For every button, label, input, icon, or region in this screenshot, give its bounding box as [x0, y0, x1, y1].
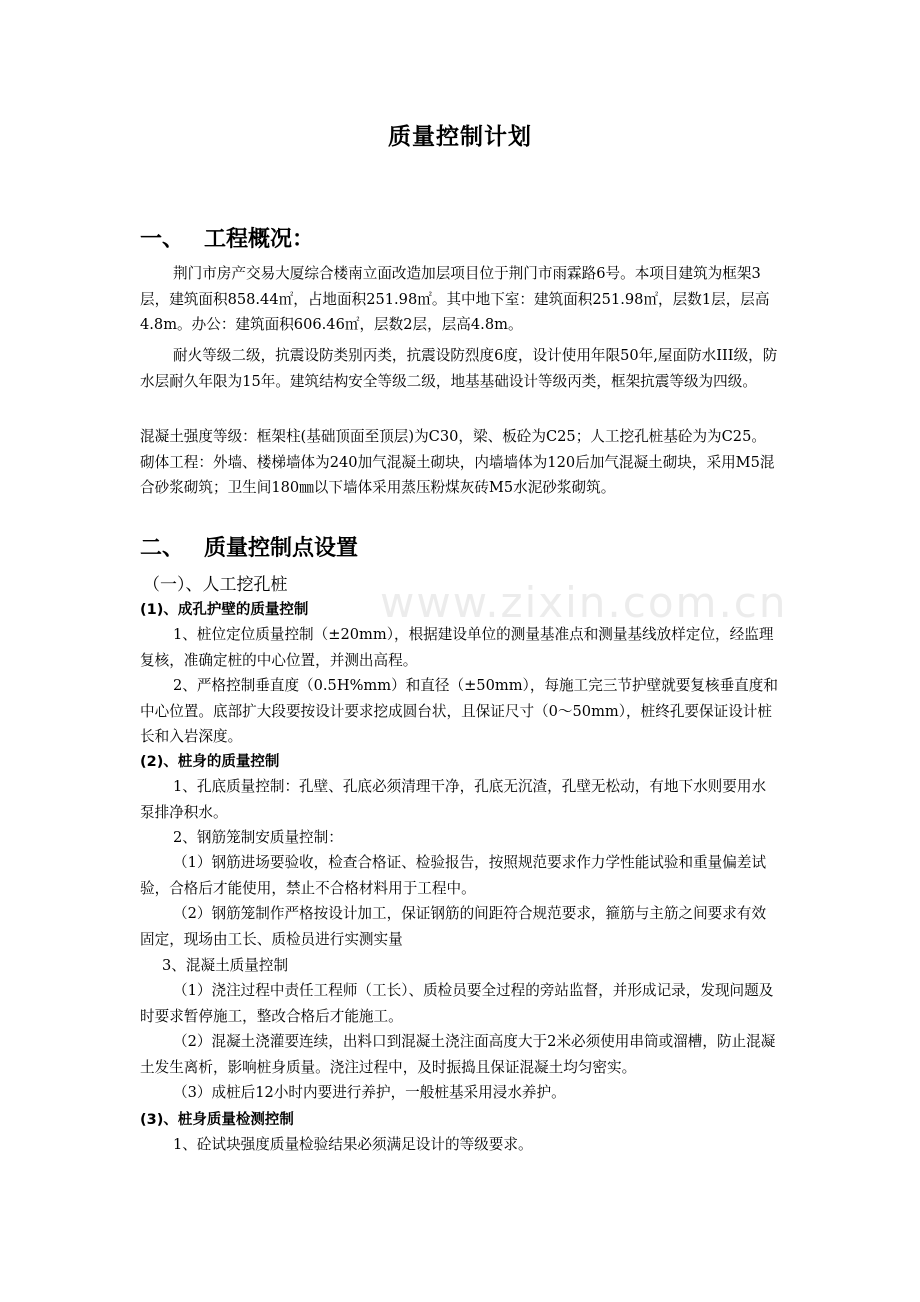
document-title: 质量控制计划 — [388, 124, 532, 150]
watermark: www.zixin.com.cn — [380, 578, 788, 627]
paragraph-pouring-supervision: （1）浇注过程中责任工程师（工长）、质检员要全过程的旁站监督，并形成记录，发现问题及时要求暂停施工，整改合格后才能施工。 — [140, 982, 774, 1025]
paragraph-curing: （3）成桩后12小时内要进行养护，一般桩基采用浸水养护。 — [173, 1084, 566, 1101]
section-1-title: 工程概况： — [204, 227, 315, 252]
paragraph-test-block: 1、砼试块强度质量检验结果必须满足设计的等级要求。 — [173, 1136, 533, 1153]
heading-pile-testing: (3)、桩身质量检测控制 — [140, 1112, 294, 1128]
paragraph-overview-2: 耐火等级二级，抗震设防类别丙类，抗震设防烈度6度，设计使用年限50年,屋面防水III级，防水层耐久年限为15年。建筑结构安全等级二级，地基基础设计等级丙类，框架抗震等级为四级。 — [140, 347, 778, 390]
section-1-heading — [140, 222, 314, 253]
paragraph-overview-3: 混凝土强度等级：框架柱(基础顶面至顶层)为C30，梁、板砼为C25；人工挖孔桩基砼为为C25。砌体工程：外墙、楼梯墙体为240加气混凝土砌块，内墙墙体为120后加气混凝土砌块，采用M5混合砂浆砌筑；卫生间180㎜以下墙体采用蒸压粉煤灰砖M5水泥砂浆砌筑。 — [140, 428, 775, 496]
paragraph-verticality: 2、严格控制垂直度（0.5H%mm）和直径（±50mm），每施工完三节护壁就要复核垂直度和中心位置。底部扩大段要按设计要求挖成圆台状，且保证尺寸（0～50mm），桩终孔要保证设计桩长和入岩深度。 — [140, 677, 778, 745]
section-1-number: 一、 — [140, 227, 185, 252]
paragraph-rebar-fabrication: （2）钢筋笼制作严格按设计加工，保证钢筋的间距符合规范要求，箍筋与主筋之间要求有效固定，现场由工长、质检员进行实测实量 — [140, 905, 767, 948]
heading-pile-body-control: (2)、桩身的质量控制 — [140, 754, 280, 770]
subsection-dug-pile: （一）、人工挖孔桩 — [143, 575, 288, 595]
section-2-number: 二、 — [140, 536, 185, 561]
section-2-title: 质量控制点设置 — [204, 536, 359, 561]
paragraph-rebar-cage: 2、钢筋笼制安质量控制： — [173, 829, 343, 846]
paragraph-hole-bottom: 1、孔底质量控制：孔壁、孔底必须清理干净，孔底无沉渣，孔壁无松动，有地下水则要用水泵排净积水。 — [140, 778, 767, 821]
paragraph-pile-positioning: 1、桩位定位质量控制（±20mm），根据建设单位的测量基准点和测量基线放样定位，经监理复核，准确定桩的中心位置，并测出高程。 — [140, 626, 774, 669]
paragraph-concrete-quality: 3、混凝土质量控制 — [162, 957, 289, 974]
paragraph-overview-1: 荆门市房产交易大厦综合楼南立面改造加层项目位于荆门市雨霖路6号。本项目建筑为框架3层，建筑面积858.44㎡，占地面积251.98㎡。其中地下室：建筑面积251.98㎡，层数1层，层高4.8m。办公：建筑面积606.46㎡，层数2层，层高4.8m。 — [140, 265, 770, 333]
heading-hole-wall-control: (1)、成孔护壁的质量控制 — [140, 602, 309, 618]
paragraph-rebar-acceptance: （1）钢筋进场要验收，检查合格证、检验报告，按照规范要求作力学性能试验和重量偏差试验，合格后才能使用，禁止不合格材料用于工程中。 — [140, 854, 767, 897]
paragraph-continuous-pouring: （2）混凝土浇灌要连续，出料口到混凝土浇注面高度大于2米必须使用串筒或溜槽，防止混凝土发生离析，影响桩身质量。浇注过程中，及时振捣且保证混凝土均匀密实。 — [140, 1033, 776, 1076]
section-2-heading — [140, 531, 358, 562]
